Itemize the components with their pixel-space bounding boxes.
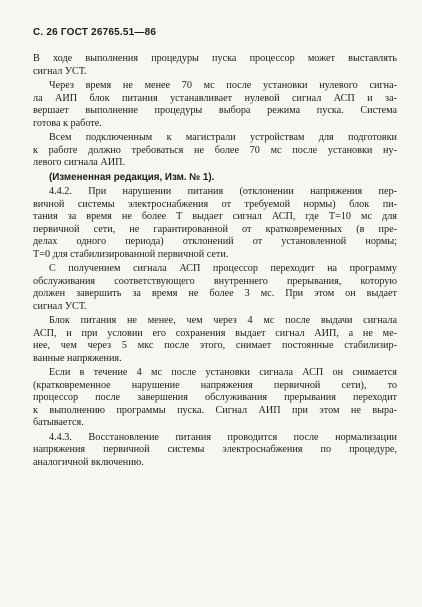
text-line: к работе должно требоваться не более 70 мс после установки ну- [33,144,397,156]
text-line: нее, чем через 5 мкс после этого, снимает постоянные стабилизир- [33,340,397,351]
text-line: должен завершить за время не более 3 мс. При этом он выдает [33,288,397,299]
revision-note [33,172,397,185]
paragraph-power-unit-timing [33,315,397,365]
text-line: АСП, и при условии его сохранения выдает сигнал АИП, а не ме- [33,327,397,339]
text-line: Блок питания не менее, чем через 4 мс после выдачи сигнала [49,315,397,326]
text-line: Через время не менее 70 мс после установки нулевого сигна- [49,80,397,91]
text-line: готова к работе. [33,117,102,129]
text-line: ла АИП блок питания устанавливает нулевой сигнал АСП и за- [33,92,397,104]
document-body [33,53,397,469]
paragraph-asp-interrupt [33,263,397,313]
text-line: обслуживания соответствующего внутреннего прерывания, которую [33,275,397,287]
text-line: (Измененная редакция, Изм. № 1). [49,171,215,183]
text-line: вершает выполнение процедуры выбора режима пуска. Система [33,105,397,116]
text-line: сигнал УСТ. [33,65,87,77]
paragraph-start-procedure [33,53,397,78]
text-line: T=0 для стабилизированной первичной сети. [33,248,229,260]
text-line: 4.4.3. Восстановление питания проводится после нормализации [49,431,397,443]
section-4-4-2 [33,186,397,261]
text-line: первичной сети, не гарантированной от кратковременных (в пре- [33,223,397,235]
text-line: процессор после завершения обслуживания прерывания переходит [33,392,397,403]
text-line: напряжения первичной системы электроснабжения по процедуре, [33,444,397,455]
text-line: тания за время не более T выдает сигнал АСП, где T=10 мс для [33,211,397,222]
page-header: С. 26 ГОСТ 26765.51—86 [33,27,157,38]
text-line: к выполнению программы пуска. Сигнал АИП при этом не выра- [33,404,397,416]
text-line: сигнал УСТ. [33,300,87,312]
text-line: ванные напряжения. [33,352,122,364]
text-line: делах одного периода) отклонений от установленной нормы; [33,236,397,247]
text-line: В ходе выполнения процедуры пуска процессор может выставлять [33,53,397,64]
text-line: аналогичной включению. [33,456,144,468]
text-line: батывается. [33,417,84,428]
text-line: (кратковременное нарушение напряжения первичной сети), то [33,379,397,391]
text-line: С получением сигнала АСП процессор переходит на программу [49,263,397,274]
text-line: левого сигнала АИП. [33,157,125,168]
section-4-4-3 [33,432,397,470]
text-line: вичной системы электроснабжения от требуемой нормы) блок пи- [33,198,397,210]
paragraph-device-readiness [33,132,397,170]
text-line: Всем подключенным к магистрали устройствам для подготовки [49,132,397,143]
text-line: Если в течение 4 мс после установки сигнала АСП он снимается [49,367,397,378]
text-line: 4.4.2. При нарушении питания (отклонении напряжения пер- [49,186,397,197]
paragraph-short-interruption [33,367,397,430]
paragraph-aip-signal [33,80,397,130]
